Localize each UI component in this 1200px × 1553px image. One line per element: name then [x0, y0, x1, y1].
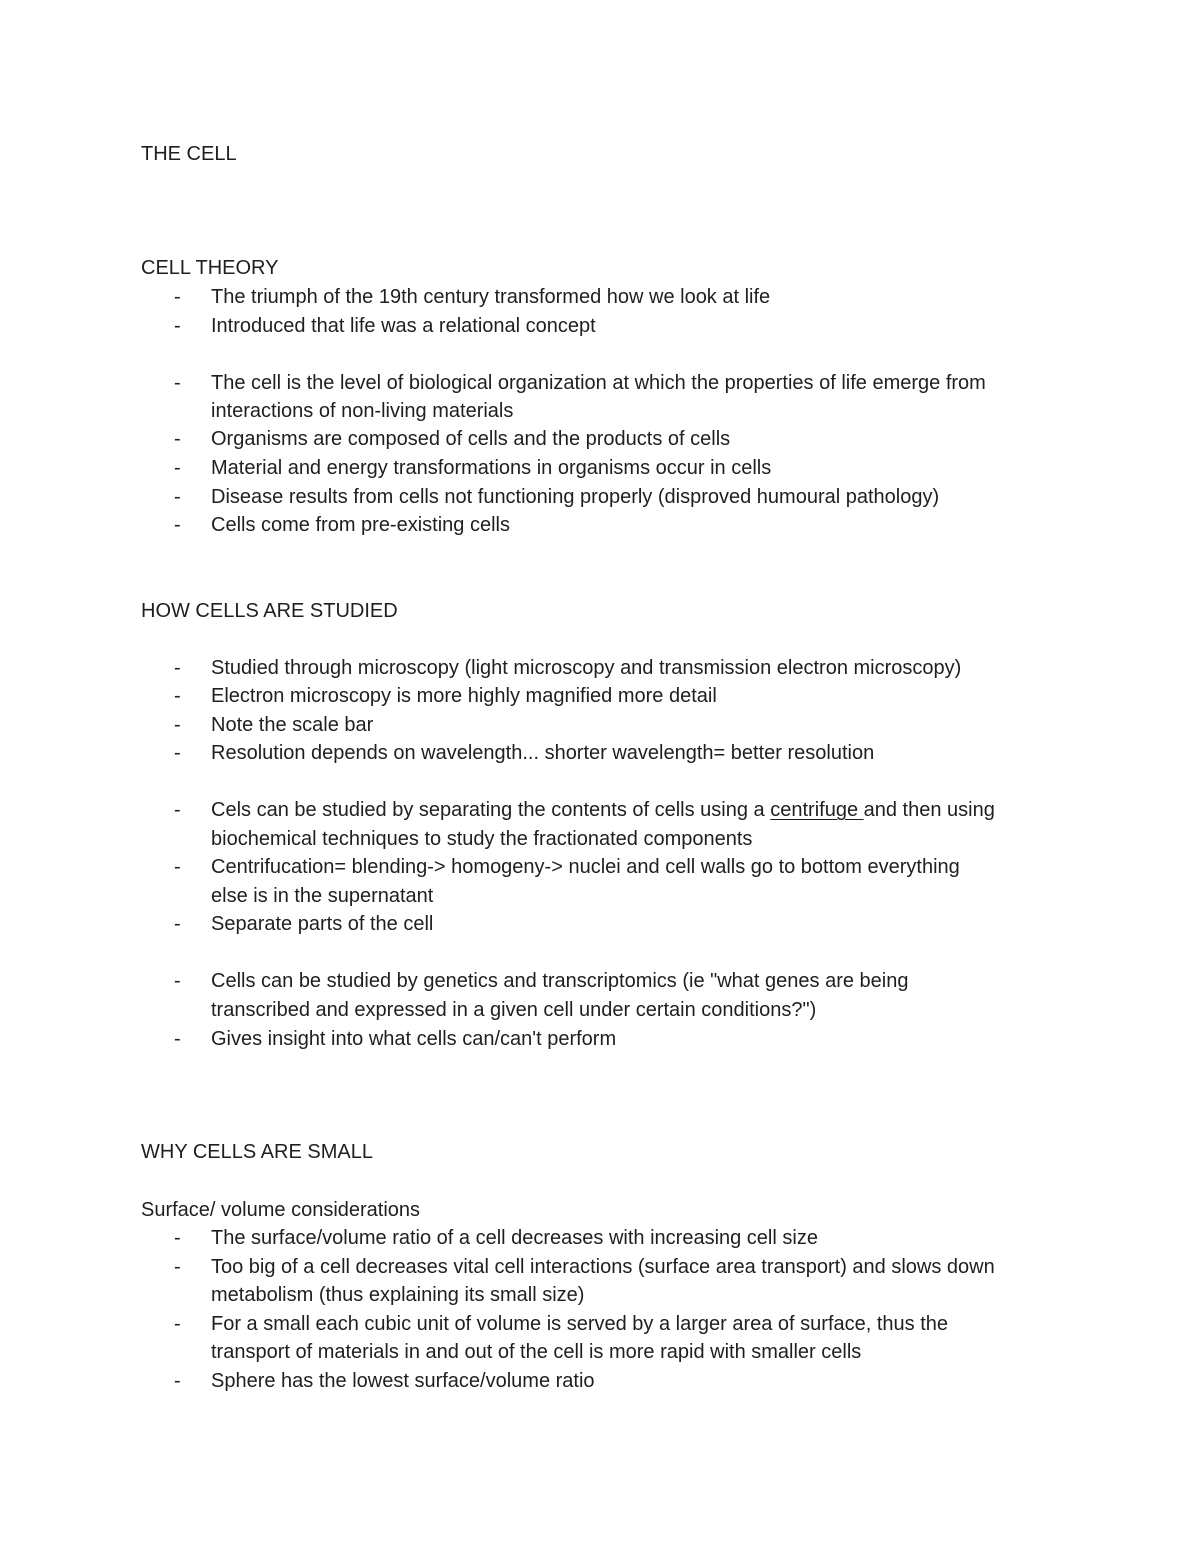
bullet-text [211, 798, 995, 822]
bullet-dash: - [174, 486, 181, 508]
bullet-text: Introduced that life was a relational concept [211, 315, 596, 337]
bullet-text: The cell is the level of biological organization at which the properties of life emerge from [211, 372, 986, 394]
bullet-text: The surface/volume ratio of a cell decreases with increasing cell size [211, 1227, 818, 1249]
bullet-text-continued: metabolism (thus explaining its small size) [211, 1284, 585, 1306]
bullet-text: Sphere has the lowest surface/volume ratio [211, 1370, 595, 1392]
bullet-text-continued: interactions of non-living materials [211, 400, 514, 422]
bullet-dash: - [174, 714, 181, 736]
subheading-surface-volume: Surface/ volume considerations [141, 1199, 421, 1221]
bullet-dash: - [174, 913, 181, 935]
bullet-dash: - [174, 657, 181, 679]
bullet-text: Centrifucation= blending-> homogeny-> nuclei and cell walls go to bottom everything [211, 856, 960, 878]
bullet-dash: - [174, 1370, 181, 1392]
bullet-text: Organisms are composed of cells and the products of cells [211, 428, 731, 450]
bullet-dash: - [174, 799, 181, 821]
bullet-dash: - [174, 1256, 181, 1278]
section-heading-how-studied: HOW CELLS ARE STUDIED [141, 600, 398, 622]
bullet-dash: - [174, 315, 181, 337]
bullet-text-part: Cels can be studied by separating the contents of cells using a [211, 799, 771, 821]
bullet-dash: - [174, 372, 181, 394]
bullet-text: Too big of a cell decreases vital cell interactions (surface area transport) and slows down [211, 1256, 995, 1278]
bullet-text: Electron microscopy is more highly magnified more detail [211, 685, 717, 707]
bullet-text: Resolution depends on wavelength... shorter wavelength= better resolution [211, 742, 875, 764]
bullet-text-continued: transport of materials in and out of the cell is more rapid with smaller cells [211, 1341, 862, 1363]
bullet-dash: - [174, 1028, 181, 1050]
section-heading-why-small: WHY CELLS ARE SMALL [141, 1141, 373, 1163]
bullet-text: Cells come from pre-existing cells [211, 514, 510, 536]
bullet-dash: - [174, 742, 181, 764]
bullet-text: For a small each cubic unit of volume is served by a larger area of surface, thus the [211, 1313, 949, 1335]
document-title: THE CELL [141, 143, 237, 165]
bullet-dash: - [174, 970, 181, 992]
bullet-text-continued: transcribed and expressed in a given cell under certain conditions?") [211, 999, 817, 1021]
bullet-dash: - [174, 286, 181, 308]
bullet-text-continued: else is in the supernatant [211, 885, 434, 907]
bullet-text: Cells can be studied by genetics and transcriptomics (ie "what genes are being [211, 970, 909, 992]
bullet-text: Studied through microscopy (light microscopy and transmission electron microscopy) [211, 657, 962, 679]
bullet-text: Separate parts of the cell [211, 913, 434, 935]
bullet-dash: - [174, 428, 181, 450]
centrifuge-link[interactable]: centrifuge [770, 799, 864, 821]
section-heading-cell-theory: CELL THEORY [141, 257, 279, 279]
bullet-text: Disease results from cells not functioning properly (disproved humoural pathology) [211, 486, 940, 508]
bullet-dash: - [174, 1313, 181, 1335]
bullet-text-part: and then using [863, 799, 995, 821]
bullet-dash: - [174, 856, 181, 878]
bullet-text: Gives insight into what cells can/can't perform [211, 1028, 617, 1050]
bullet-dash: - [174, 685, 181, 707]
bullet-dash: - [174, 514, 181, 536]
bullet-text: Note the scale bar [211, 714, 374, 736]
bullet-dash: - [174, 457, 181, 479]
bullet-text: Material and energy transformations in organisms occur in cells [211, 457, 772, 479]
bullet-text: The triumph of the 19th century transformed how we look at life [211, 286, 771, 308]
bullet-text-continued: biochemical techniques to study the fractionated components [211, 828, 753, 850]
bullet-dash: - [174, 1227, 181, 1249]
